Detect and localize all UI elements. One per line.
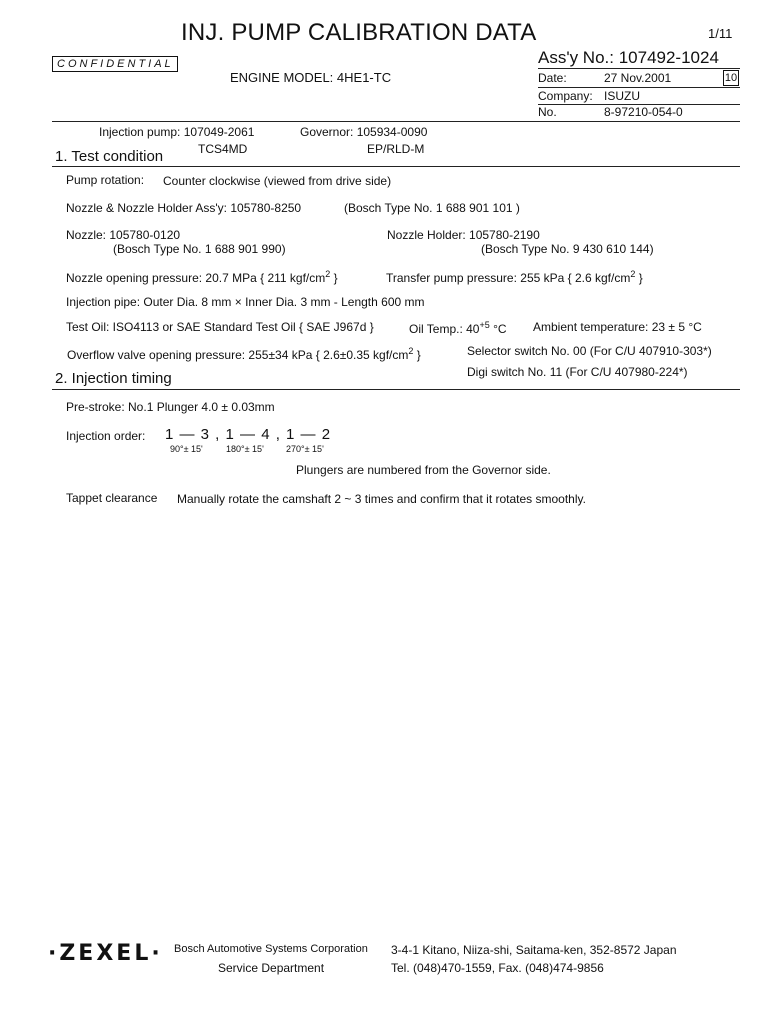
nozzle-holder-assy-bosch: (Bosch Type No. 1 688 901 101 ) [344, 201, 520, 215]
nozzle: Nozzle: 105780-0120 [66, 228, 181, 242]
date-value: 27 Nov.2001 [604, 71, 672, 85]
nozzle-holder: Nozzle Holder: 105780-2190 [387, 228, 540, 242]
injection-pump: Injection pump: 107049-2061 [99, 125, 255, 139]
transfer-pump-pressure: Transfer pump pressure: 255 kPa { 2.6 kgf/$cm^2$ } [386, 269, 643, 285]
page-title: INJ. PUMP CALIBRATION DATA [181, 19, 537, 46]
selector-switch: Selector switch No. 00 (For C/U 407910-303*) [467, 344, 712, 358]
ambient-temperature: Ambient temperature: 23 ± 5 °C [533, 320, 702, 334]
confidential-stamp: CONFIDENTIAL [52, 56, 178, 72]
injection-order-label: Injection order: [66, 429, 146, 443]
footer-address: 3-4-1 Kitano, Niiza-shi, Saitama-ken, 352-8572 Japan [391, 943, 677, 957]
zexel-logo: ·ZEXEL· [48, 941, 163, 966]
nozzle-holder-bosch: (Bosch Type No. 9 430 610 144) [481, 242, 654, 256]
section-rule [52, 389, 740, 390]
header-rule [52, 121, 740, 122]
overflow-valve-pressure: Overflow valve opening pressure: 255±34 kPa { 2.6±0.35 kgf/$cm^2$ } [67, 346, 421, 362]
footer-corporation: Bosch Automotive Systems Corporation [174, 943, 368, 955]
company-label: Company: [538, 89, 593, 103]
nozzle-opening-pressure: Nozzle opening pressure: 20.7 MPa { 211 kgf/$cm^2$ } [66, 269, 338, 285]
oil-temp: Oil Temp.: $40^{+5}$ °C [409, 320, 507, 336]
section-heading-injection-timing: 2. Injection timing [55, 370, 172, 387]
tappet-clearance-label: Tappet clearance [66, 491, 158, 505]
nozzle-bosch: (Bosch Type No. 1 688 901 990) [113, 242, 286, 256]
injection-pipe: Injection pipe: Outer Dia. 8 mm × Inner Dia. 3 mm - Length 600 mm [66, 295, 425, 309]
test-oil: Test Oil: ISO4113 or SAE Standard Test Oil { SAE J967d } [66, 320, 374, 334]
injection-angle-2: 180°± 15' [226, 444, 264, 454]
pump-type: TCS4MD [198, 142, 248, 156]
injection-angle-3: 270°± 15' [286, 444, 324, 454]
doc-no-label: No. [538, 105, 557, 119]
pre-stroke: Pre-stroke: No.1 Plunger 4.0 ± 0.03mm [66, 400, 275, 414]
header-divider [538, 87, 740, 88]
tappet-clearance-value: Manually rotate the camshaft 2 ~ 3 times and confirm that it rotates smoothly. [177, 492, 586, 506]
pump-rotation-value: Counter clockwise (viewed from drive side) [163, 174, 392, 188]
page-number: 1/11 [708, 26, 733, 41]
assy-number: Ass'y No.: 107492-1024 [538, 48, 719, 67]
engine-model: ENGINE MODEL: 4HE1-TC [230, 70, 392, 85]
injection-angle-1: 90°± 15' [170, 444, 203, 454]
plunger-note: Plungers are numbered from the Governor side. [296, 463, 551, 477]
digi-switch: Digi switch No. 11 (For C/U 407980-224*) [467, 365, 688, 379]
governor-type: EP/RLD-M [367, 142, 425, 156]
date-label: Date: [538, 71, 567, 85]
governor: Governor: 105934-0090 [300, 125, 428, 139]
section-rule [52, 166, 740, 167]
header-divider [538, 68, 740, 69]
section-heading-test-condition: 1. Test condition [55, 148, 164, 165]
pump-rotation-label: Pump rotation: [66, 173, 145, 187]
nozzle-holder-assy: Nozzle & Nozzle Holder Ass'y: 105780-8250 [66, 201, 302, 215]
footer-phone: Tel. (048)470-1559, Fax. (048)474-9856 [391, 961, 604, 975]
footer-department: Service Department [218, 961, 325, 975]
revision-box: 10 [724, 72, 738, 84]
company-value: ISUZU [604, 89, 640, 103]
injection-order-value: 1 — 3 , 1 — 4 , 1 — 2 [165, 426, 332, 443]
doc-no-value: 8-97210-054-0 [604, 105, 683, 119]
